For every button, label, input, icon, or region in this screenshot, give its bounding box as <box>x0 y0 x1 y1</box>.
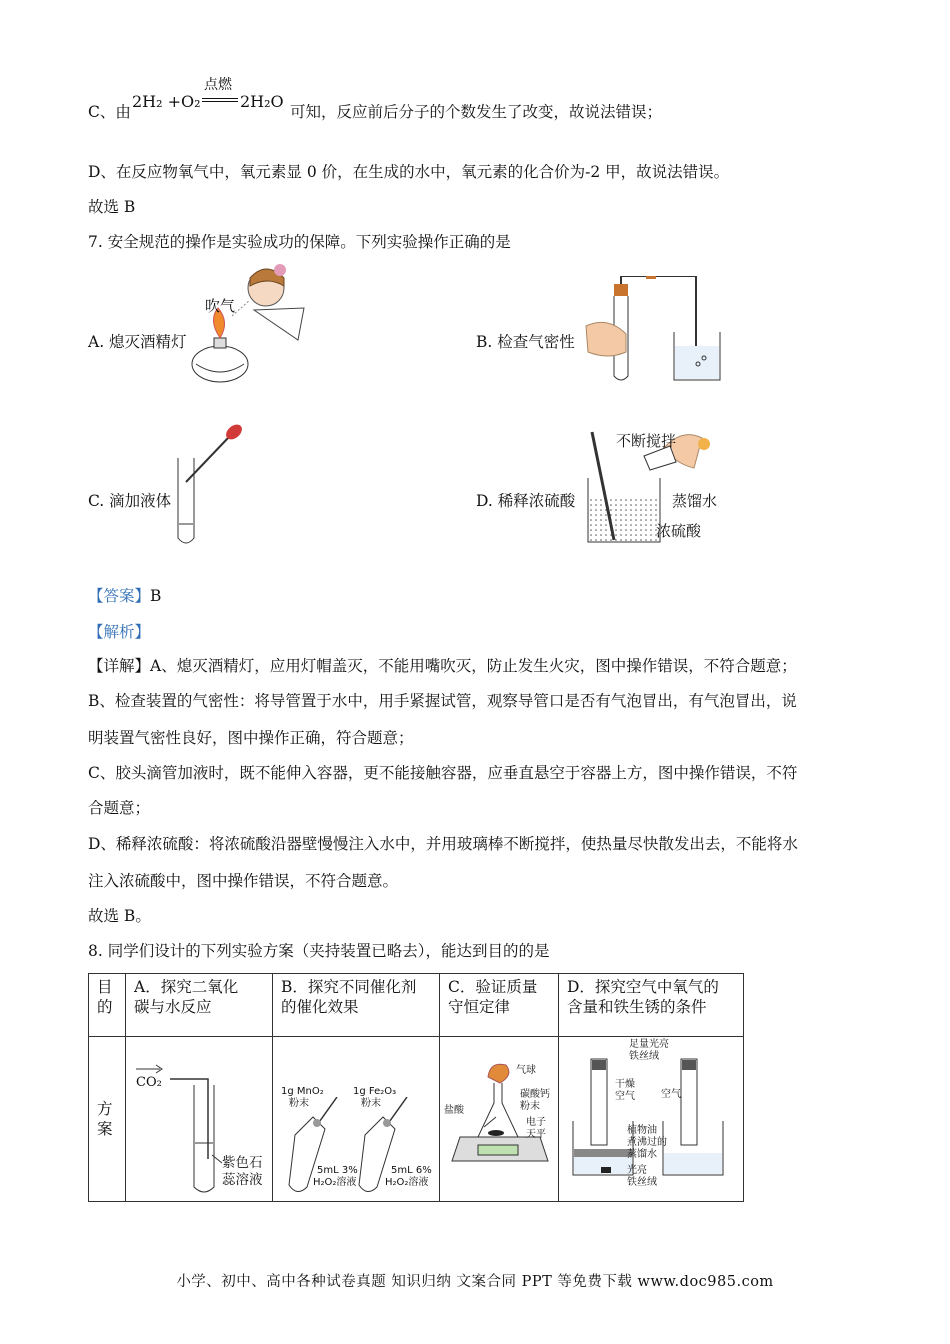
choose-line-1: 故选 B <box>88 198 136 216</box>
tube-2 <box>681 1059 697 1145</box>
plan-a <box>126 1037 273 1202</box>
balance-display <box>478 1145 518 1155</box>
test-tube <box>178 458 194 543</box>
goal-a: A．探究二氧化 碳与水反应 <box>126 974 273 1037</box>
plan-d <box>559 1037 744 1202</box>
option-c-explanation <box>88 102 131 122</box>
mno2-label: 1g MnO₂ <box>281 1086 324 1097</box>
q7-option-b: B. 检查气密性 <box>476 333 575 351</box>
q7-option-d: D. 稀释浓硫酸 <box>476 492 576 510</box>
option-d-explanation: D、在反应物氧气中，氧元素显 0 价，在生成的水中，氧元素的化合价为-2 甲，故说法错误。 <box>88 163 730 181</box>
hand <box>586 322 626 356</box>
dry-air-label: 干燥 空气 <box>615 1079 635 1102</box>
plan-b <box>273 1037 440 1202</box>
q7-option-a: A. 熄灭酒精灯 <box>88 333 187 351</box>
explain-line: D、稀释浓硫酸：将浓硫酸沿器壁慢慢注入水中，并用玻璃棒不断搅拌，使热量尽快散发出去，不能将水 <box>88 835 798 853</box>
co2-label: CO₂ <box>136 1075 162 1090</box>
dropper-glass <box>186 438 228 482</box>
q8-table <box>88 973 744 1202</box>
explain-line: 注入浓硫酸中，图中操作错误，不符合题意。 <box>88 872 399 890</box>
eq-double-line <box>202 98 238 102</box>
delivery-tube <box>621 276 696 356</box>
wool-1 <box>592 1060 606 1070</box>
powder-label-2: 粉末 <box>361 1098 381 1109</box>
oil-layer <box>574 1149 632 1157</box>
row-head-goal: 目 的 <box>89 974 126 1037</box>
stir-label: 不断搅拌 <box>616 432 677 450</box>
analysis-tag: 【解析】 <box>88 623 151 641</box>
bright-wool-label: 光亮 铁丝绒 <box>627 1165 657 1188</box>
solution-1-name: H₂O₂溶液 <box>313 1177 357 1188</box>
caco3-label: 碳酸钙 粉末 <box>520 1089 550 1112</box>
answer-value: B <box>150 587 162 605</box>
goal-c: C．验证质量 守恒定律 <box>440 974 559 1037</box>
choose-line-2: 故选 B。 <box>88 907 151 925</box>
water-label: 蒸馏水 <box>672 492 718 510</box>
acid-label: 浓硫酸 <box>656 522 702 540</box>
eq-condition: 点燃 <box>204 77 232 93</box>
explain-line: C、胶头滴管加液时，既不能伸入容器，更不能接触容器，应垂直悬空于容器上方，图中操作错误，不符 <box>88 764 798 782</box>
balloon <box>488 1064 509 1083</box>
tube-clip <box>646 276 656 279</box>
c-prefix: C、由 <box>88 103 131 121</box>
explain-line: 明装置气密性良好，图中操作正确，符合题意； <box>88 729 414 747</box>
blow-label: 吹气 <box>205 297 236 315</box>
small-tube <box>484 1117 496 1127</box>
oil-label: 植物油 <box>627 1125 657 1136</box>
hcl-label: 盐酸 <box>444 1105 464 1116</box>
q7-option-c: C. 滴加液体 <box>88 492 172 510</box>
air-label: 空气 <box>661 1089 681 1100</box>
explain-line: B、检查装置的气密性：将导管置于水中，用手紧握试管，观察导管口是否有气泡冒出，有气泡冒出，说 <box>88 692 797 710</box>
page-footer: 小学、初中、高中各种试卷真题 知识归纳 文案合同 PPT 等免费下载 www.doc985.com <box>176 1274 774 1290</box>
answer-line <box>88 586 161 606</box>
bottle-cap <box>698 438 710 450</box>
wool-2 <box>682 1060 696 1070</box>
tube-1 <box>591 1059 607 1145</box>
goal-row <box>89 974 744 1037</box>
wool-label: 足量光亮 铁丝绒 <box>629 1039 669 1062</box>
bright-wool <box>601 1167 611 1173</box>
boiled-water-label: 煮沸过的 蒸馏水 <box>627 1137 667 1160</box>
row-head-plan: 方 案 <box>89 1037 126 1202</box>
eq-right: 2H₂O <box>240 92 284 111</box>
eq-left: 2H₂ +O₂ <box>132 92 201 111</box>
explain-line: 【详解】A、熄灭酒精灯，应用灯帽盖灭，不能用嘴吹灭，防止发生火灾，图中操作错误，不符合题意； <box>88 657 797 675</box>
acid-liquid <box>589 498 659 541</box>
alcohol-lamp-illustration <box>188 260 308 390</box>
dropper-illustration <box>170 420 250 550</box>
answer-tag: 【答案】 <box>88 587 151 605</box>
question-7-stem: 7. 安全规范的操作是实验成功的保障。下列实验操作正确的是 <box>88 233 511 251</box>
powder-label-1: 粉末 <box>289 1098 309 1109</box>
hair-bow <box>274 264 286 276</box>
solution-2-name: H₂O₂溶液 <box>385 1177 429 1188</box>
balance-label: 电子 天平 <box>526 1117 546 1140</box>
plan-c <box>440 1037 559 1202</box>
water-2 <box>664 1153 722 1174</box>
goal-d: D．探究空气中氧气的 含量和铁生锈的条件 <box>559 974 744 1037</box>
solution-1-label: 5mL 3% <box>317 1165 358 1176</box>
goal-b: B．探究不同催化剂 的催化效果 <box>273 974 440 1037</box>
c-suffix: 可知，反应前后分子的个数发生了改变，故说法错误； <box>290 103 663 121</box>
powder-2 <box>383 1119 391 1127</box>
girl-body <box>254 308 304 340</box>
test-tube <box>194 1085 214 1192</box>
litmus-label: 紫色石 蕊溶液 <box>222 1155 263 1188</box>
powder <box>488 1130 504 1136</box>
powder-1 <box>313 1119 321 1127</box>
explain-line: 合题意； <box>88 799 151 817</box>
balloon-label: 气球 <box>516 1065 536 1076</box>
flask <box>478 1083 518 1137</box>
solution-2-label: 5mL 6% <box>391 1165 432 1176</box>
plan-row <box>89 1037 744 1202</box>
fe2o3-label: 1g Fe₂O₃ <box>353 1086 397 1097</box>
reaction-equation <box>132 78 292 118</box>
lamp-body <box>192 346 248 382</box>
question-8-stem: 8. 同学们设计的下列实验方案（夹持装置已略去），能达到目的的是 <box>88 942 550 960</box>
rubber-stopper <box>614 284 628 296</box>
airtightness-illustration <box>578 276 728 386</box>
inlet-tube <box>170 1079 208 1159</box>
lamp-wick-holder <box>214 338 226 348</box>
